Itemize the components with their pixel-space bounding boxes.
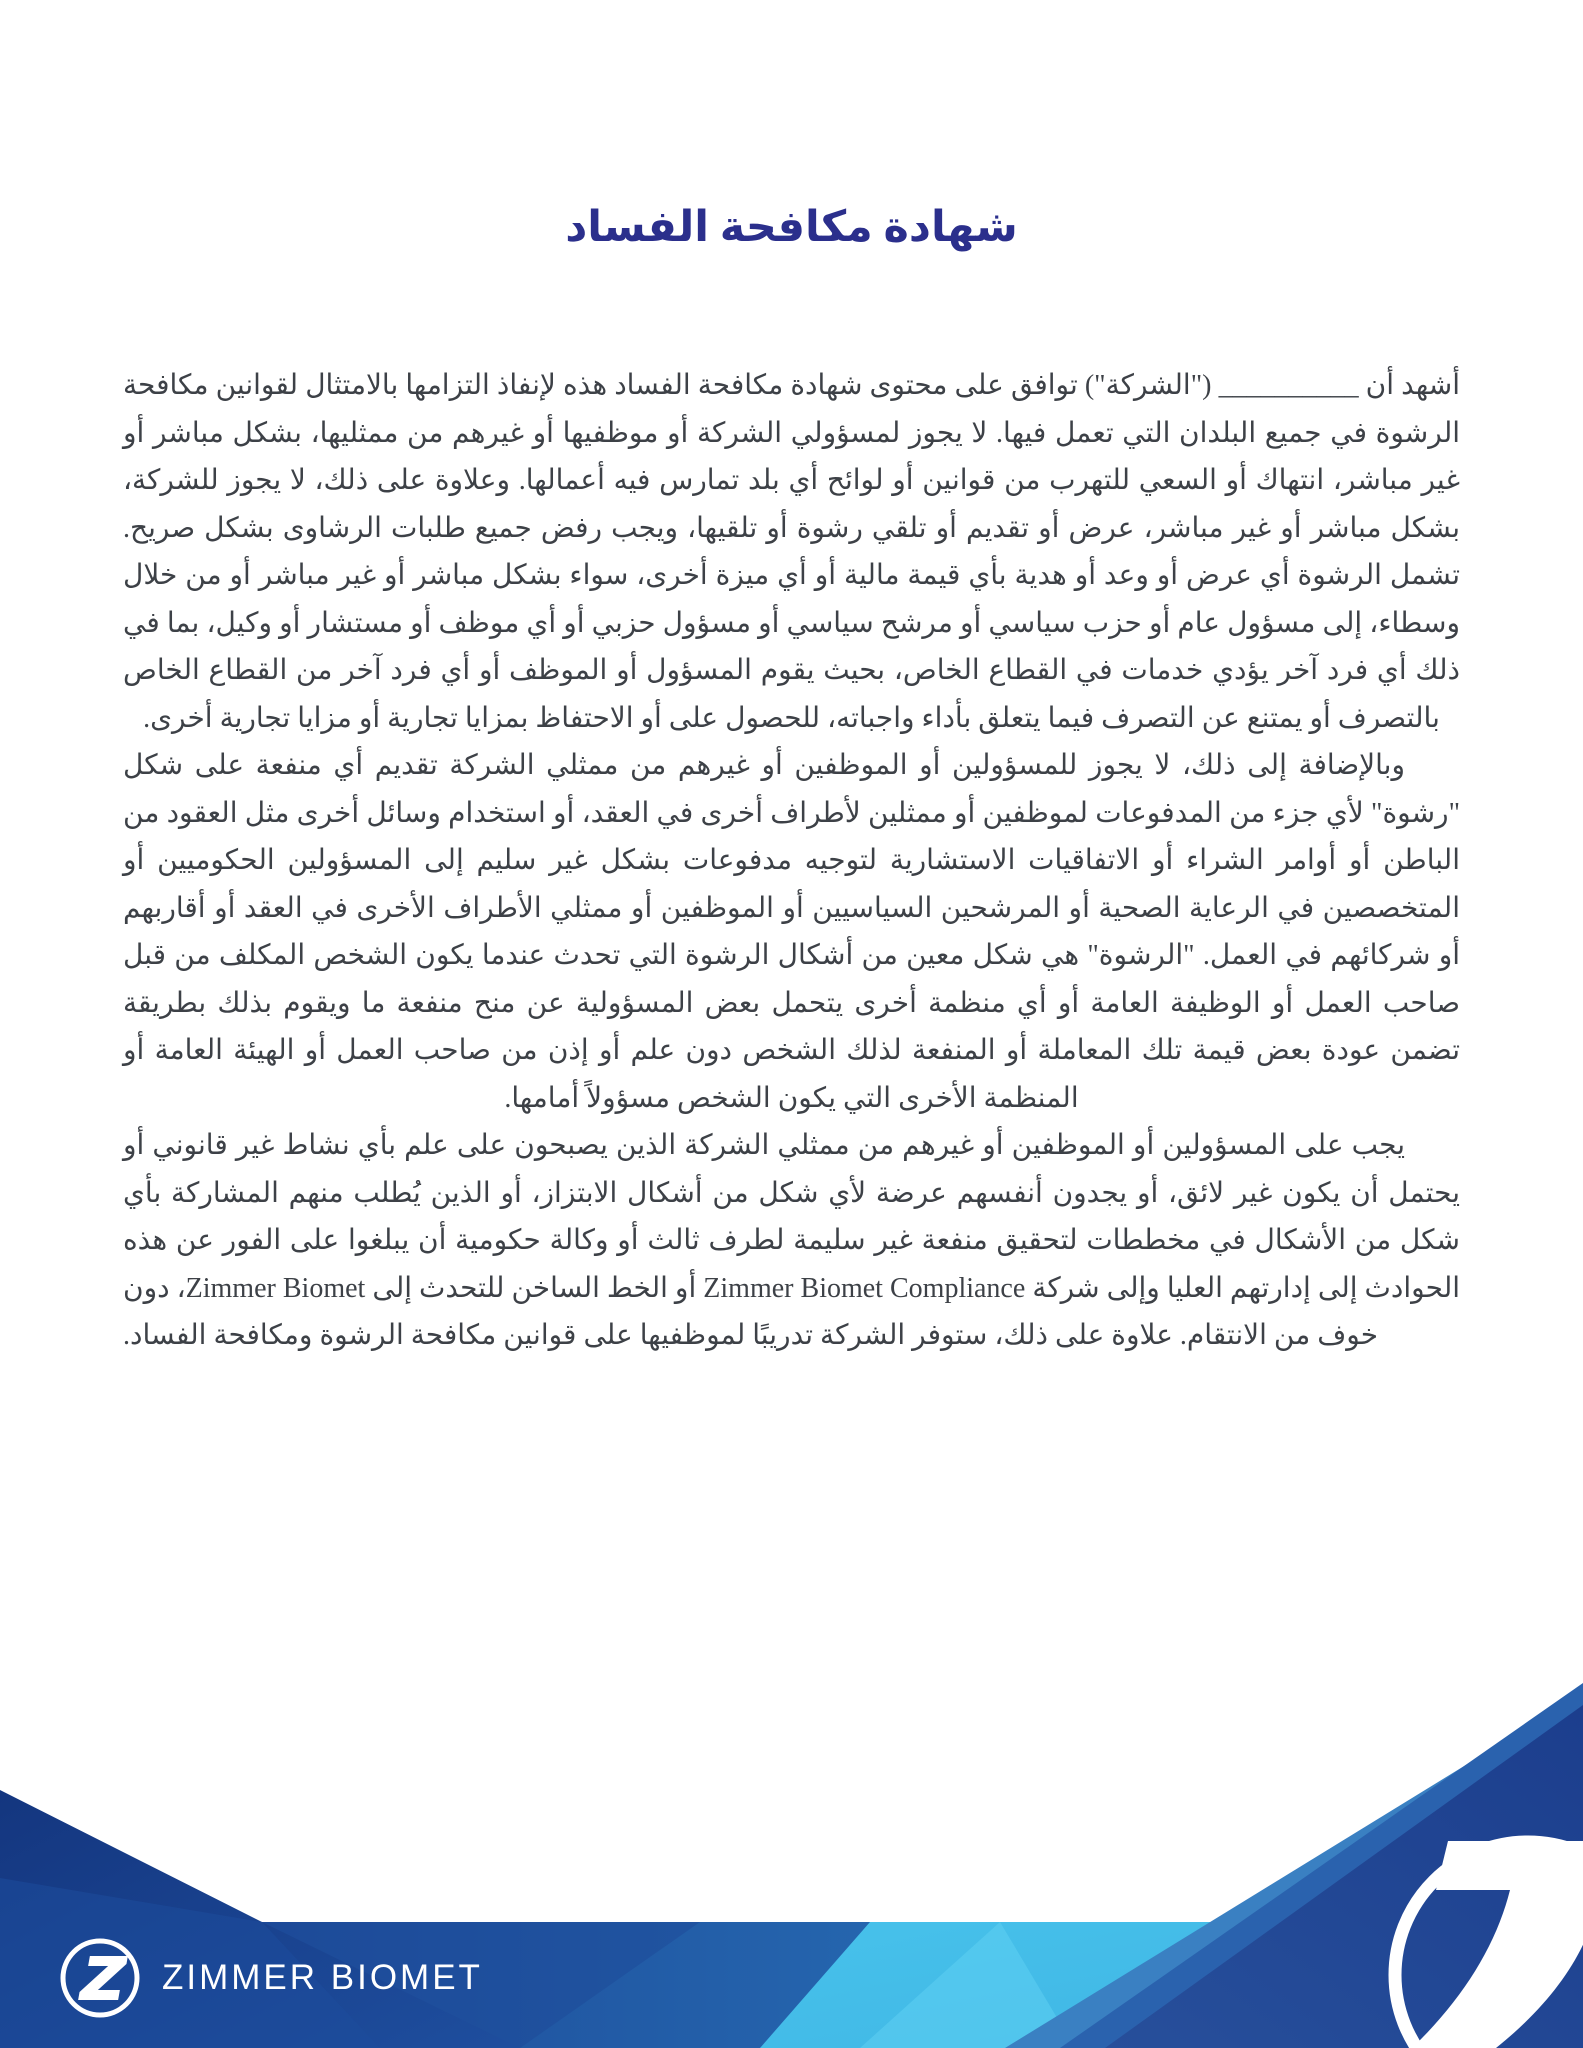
brand-wordmark: ZIMMER BIOMET	[162, 1958, 483, 1997]
paragraph-1: أشهد أن __________ ("الشركة") توافق على محتوى شهادة مكافحة الفساد هذه لإنفاذ التزامها بالامتثال لقوانين مكافحة الرشوة في جميع البلدان التي تعمل فيها. لا يجوز لمسؤولي الشركة أو موظفيها أو غيرهم من ممثليها، بشكل مباشر أو غير مباشر، انتهاك أو السعي للتهرب من قوانين أو لوائح أي بلد تمارس فيه أعمالها. وعلاوة على ذلك، لا يجوز للشركة، بشكل مباشر أو غير مباشر، عرض أو تقديم أو تلقي رشوة أو تلقيها، ويجب رفض جميع طلبات الرشاوى بشكل صريح. تشمل الرشوة أي عرض أو وعد أو هدية بأي قيمة مالية أو أي ميزة أخرى، سواء بشكل مباشر أو غير مباشر أو من خلال وسطاء، إلى مسؤول عام أو حزب سياسي أو مرشح سياسي أو مسؤول حزبي أو أي موظف أو مستشار أو وكيل، بما في ذلك أي فرد آخر يؤدي خدمات في القطاع الخاص، بحيث يقوم المسؤول أو الموظف أو أي فرد آخر من القطاع الخاص بالتصرف أو يمتنع عن التصرف فيما يتعلق بأداء واجباته، للحصول على أو الاحتفاظ بمزايا تجارية أو مزايا تجارية أخرى.	[123, 370, 1460, 734]
document-body	[123, 362, 1460, 1360]
paragraph-3: يجب على المسؤولين أو الموظفين أو غيرهم من ممثلي الشركة الذين يصبحون على علم بأي نشاط غير قانوني أو يحتمل أن يكون غير لائق، أو يجدون أنفسهم عرضة لأي شكل من أشكال الابتزاز، أو الذين يُطلب منهم المشاركة بأي شكل من الأشكال في مخططات لتحقيق منفعة غير سليمة لطرف ثالث أو وكالة حكومية أن يبلغوا على الفور عن هذه الحوادث إلى إدارتهم العليا وإلى شركة Zimmer Biomet Compliance أو الخط الساخن للتحدث إلى Zimmer Biomet، دون خوف من الانتقام. علاوة على ذلك، ستوفر الشركة تدريبًا لموظفيها على قوانين مكافحة الرشوة ومكافحة الفساد.	[123, 1130, 1460, 1351]
zimmer-z-icon	[78, 1956, 128, 2000]
brand-lockup	[58, 1934, 483, 2022]
zimmer-roundel-icon	[58, 1936, 142, 2020]
paragraph-2: وبالإضافة إلى ذلك، لا يجوز للمسؤولين أو الموظفين أو غيرهم من ممثلي الشركة تقديم أي منفعة على شكل "رشوة" لأي جزء من المدفوعات لموظفين أو ممثلين لأطراف أخرى في العقد، أو استخدام وسائل أخرى مثل العقود من الباطن أو أوامر الشراء أو الاتفاقيات الاستشارية لتوجيه مدفوعات بشكل غير سليم إلى المسؤولين الحكوميين أو المتخصصين في الرعاية الصحية أو المرشحين السياسيين أو الموظفين أو ممثلي الأطراف الأخرى في العقد أو أقاربهم أو شركائهم في العمل. "الرشوة" هي شكل معين من أشكال الرشوة التي تحدث عندما يكون الشخص المكلف من قبل صاحب العمل أو الوظيفة العامة أو أي منظمة أخرى يتحمل بعض المسؤولية عن منح منفعة ما ويقوم بذلك بطريقة تضمن عودة بعض قيمة تلك المعاملة أو المنفعة لذلك الشخص دون علم أو إذن من صاحب العمل أو الهيئة العامة أو المنظمة الأخرى التي يكون الشخص مسؤولاً أمامها.	[123, 750, 1460, 1114]
page-title: شهادة مكافحة الفساد	[565, 204, 1018, 251]
